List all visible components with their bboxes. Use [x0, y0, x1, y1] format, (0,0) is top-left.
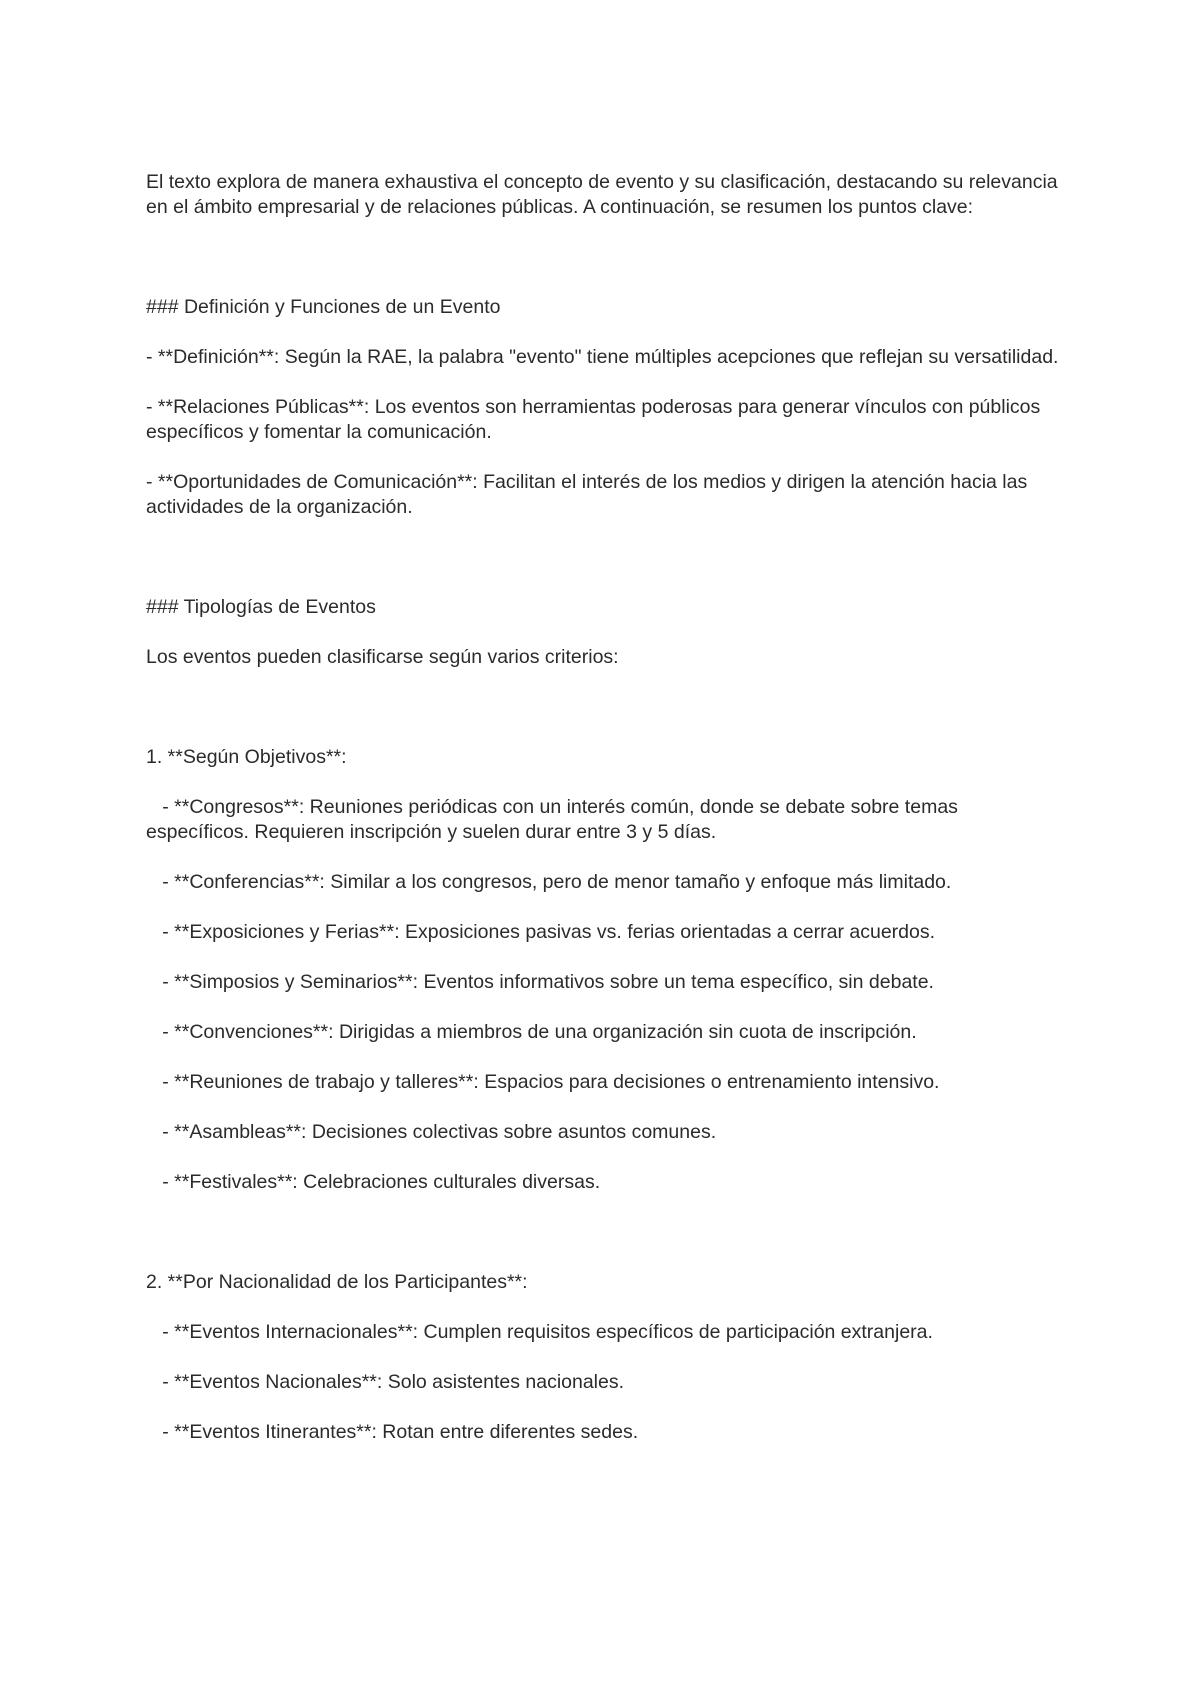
list-item-congresos: - **Congresos**: Reuniones periódicas con un interés común, donde se debate sobre temas específicos. Requieren inscripción y suelen durar entre 3 y 5 días. — [146, 796, 964, 843]
intro-paragraph: El texto explora de manera exhaustiva el concepto de evento y su clasificación, destacando su relevancia en el ámbito empresarial y de relaciones públicas. A continuación, se resumen los puntos clave: — [146, 171, 1064, 218]
list-item-itinerantes: - **Eventos Itinerantes**: Rotan entre diferentes sedes. — [146, 1421, 639, 1443]
section-heading-definition: ### Definición y Funciones de un Evento — [146, 296, 501, 318]
list-item-definicion: - **Definición**: Según la RAE, la palabra "evento" tiene múltiples acepciones que reflejan su versatilidad. — [146, 346, 1059, 368]
group-title-objetivos: 1. **Según Objetivos**: — [146, 746, 347, 768]
list-item-internacionales: - **Eventos Internacionales**: Cumplen requisitos específicos de participación extranjera. — [146, 1321, 933, 1343]
list-item-relaciones-publicas: - **Relaciones Públicas**: Los eventos son herramientas poderosas para generar vínculos con públicos específicos y fomentar la comunicación. — [146, 396, 1046, 443]
spacer — [146, 670, 1066, 745]
list-item-oportunidades: - **Oportunidades de Comunicación**: Facilitan el interés de los medios y dirigen la atención hacia las actividades de la organización. — [146, 471, 1033, 518]
spacer — [146, 1145, 1066, 1170]
spacer — [146, 520, 1066, 595]
list-item-nacionales: - **Eventos Nacionales**: Solo asistentes nacionales. — [146, 1371, 625, 1393]
spacer — [146, 1395, 1066, 1420]
spacer — [146, 1095, 1066, 1120]
spacer — [146, 995, 1066, 1020]
spacer — [146, 220, 1066, 295]
document-body — [146, 170, 1066, 1445]
spacer — [146, 1345, 1066, 1370]
spacer — [146, 620, 1066, 645]
list-item-conferencias: - **Conferencias**: Similar a los congresos, pero de menor tamaño y enfoque más limitado. — [146, 871, 952, 893]
section-lead: Los eventos pueden clasificarse según varios criterios: — [146, 646, 619, 668]
spacer — [146, 895, 1066, 920]
spacer — [146, 370, 1066, 395]
list-item-reuniones: - **Reuniones de trabajo y talleres**: Espacios para decisiones o entrenamiento intensivo. — [146, 1071, 940, 1093]
group-title-nacionalidad: 2. **Por Nacionalidad de los Participantes**: — [146, 1271, 528, 1293]
spacer — [146, 770, 1066, 795]
list-item-festivales: - **Festivales**: Celebraciones culturales diversas. — [146, 1171, 601, 1193]
list-item-convenciones: - **Convenciones**: Dirigidas a miembros de una organización sin cuota de inscripción. — [146, 1021, 917, 1043]
spacer — [146, 1295, 1066, 1320]
section-heading-tipologias: ### Tipologías de Eventos — [146, 596, 376, 618]
list-item-exposiciones: - **Exposiciones y Ferias**: Exposiciones pasivas vs. ferias orientadas a cerrar acuerdos. — [146, 921, 936, 943]
list-item-asambleas: - **Asambleas**: Decisiones colectivas sobre asuntos comunes. — [146, 1121, 717, 1143]
spacer — [146, 445, 1066, 470]
list-item-simposios: - **Simposios y Seminarios**: Eventos informativos sobre un tema específico, sin debate. — [146, 971, 934, 993]
spacer — [146, 1045, 1066, 1070]
spacer — [146, 845, 1066, 870]
spacer — [146, 320, 1066, 345]
spacer — [146, 1195, 1066, 1270]
spacer — [146, 945, 1066, 970]
